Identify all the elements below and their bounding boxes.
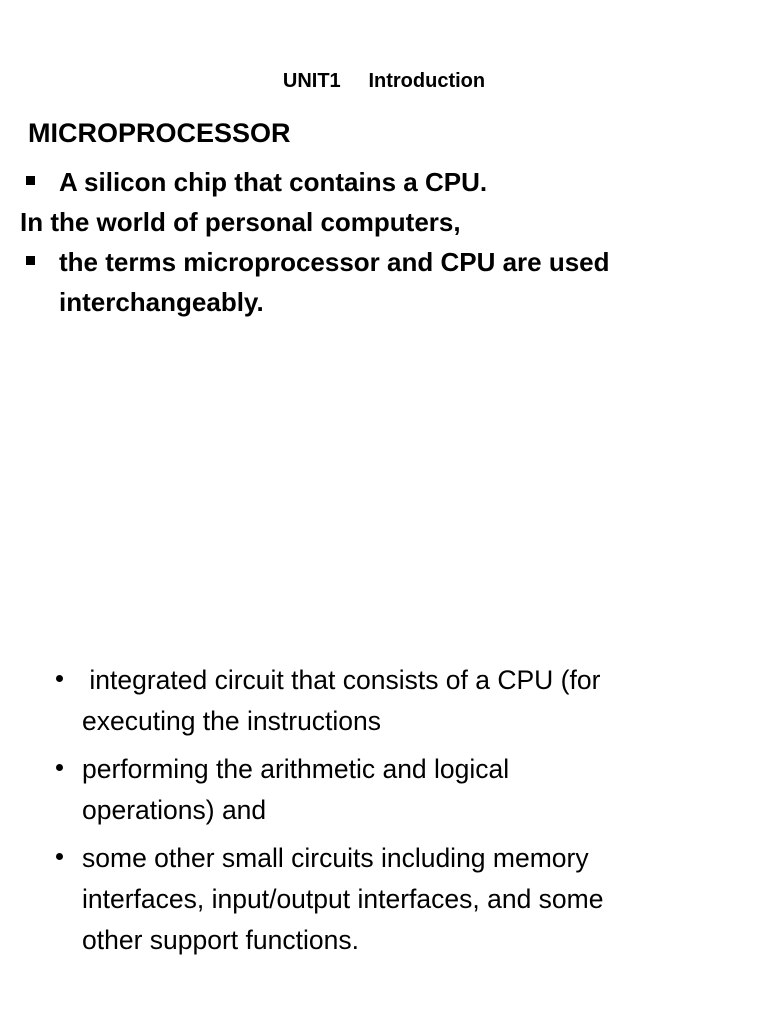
square-bullet-icon <box>26 176 35 185</box>
intro-block <box>20 162 740 322</box>
list-item-line: interfaces, input/output interfaces, and some <box>82 884 604 914</box>
list-item <box>55 838 745 961</box>
bullet-text: A silicon chip that contains a CPU. <box>59 167 488 197</box>
square-bullet-icon <box>26 256 35 265</box>
bullet-text-line: interchangeably. <box>59 287 264 317</box>
list-item-line: executing the instructions <box>82 706 382 736</box>
square-bullet-item <box>20 242 740 322</box>
intro-line: In the world of personal computers, <box>20 207 461 237</box>
bullet-dot-icon <box>56 764 63 771</box>
list-item <box>55 660 745 742</box>
bullet-dot-icon <box>56 675 63 682</box>
section-title: MICROPROCESSOR <box>28 118 291 148</box>
bullet-dot-icon <box>56 853 63 860</box>
definition-list <box>55 660 745 968</box>
square-bullet-item <box>20 162 740 202</box>
list-item-line: operations) and <box>82 795 267 825</box>
bullet-text-line: the terms microprocessor and CPU are used <box>59 247 610 277</box>
list-item-line: performing the arithmetic and logical <box>82 754 510 784</box>
list-item-line: other support functions. <box>82 925 359 955</box>
page-header: UNIT1 Introduction <box>282 70 486 92</box>
list-item-line: integrated circuit that consists of a CPU (for <box>82 665 601 695</box>
list-item <box>55 749 745 831</box>
list-item-line: some other small circuits including memory <box>82 843 589 873</box>
